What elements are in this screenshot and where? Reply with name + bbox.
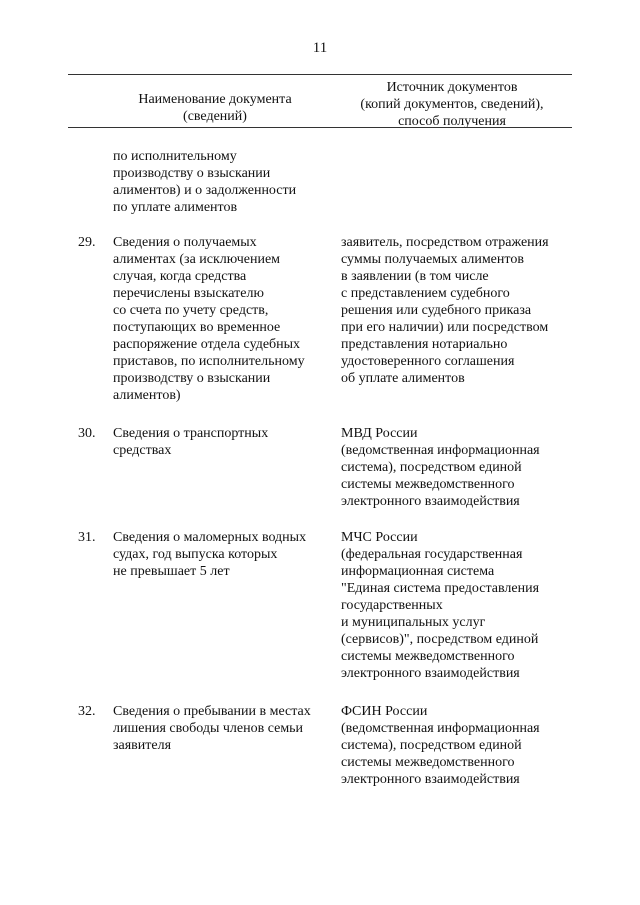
row-document-name: Сведения о транспортных средствах [113, 426, 269, 458]
row-document-name: Сведения о получаемых алиментах (за исключением случая, когда средства перечислены взыскателю со счета по учету средств, поступающих во временное распоряжение отдела судебных приставов, по исполнительному производству о взыскании алиментов) [113, 235, 305, 403]
row-number: 32. [78, 704, 96, 719]
table-header-bottom-rule [68, 127, 572, 128]
row-number: 29. [78, 235, 96, 250]
row-document-name: Сведения о маломерных водных судах, год выпуска которых не превышает 5 лет [113, 530, 307, 579]
table-header-top-rule [68, 74, 572, 75]
row-number: 31. [78, 530, 96, 545]
row-number: 30. [78, 426, 96, 441]
row-document-source: МЧС России (федеральная государственная информационная система "Единая система предоставления государственных и муниципальных услуг (сервисов)", посредством единой системы межведомственного электронного взаимодействия [341, 530, 540, 681]
row-document-source: заявитель, посредством отражения суммы получаемых алиментов в заявлении (в том числе с представлением судебного решения или судебного приказа при его наличии) или посредством представления нотариально удостоверенного соглашения об уплате алиментов [341, 235, 549, 386]
continuation-name-cell: по исполнительному производству о взыскании алиментов) и о задолженности по уплате алиментов [113, 149, 297, 215]
column-header-document-source: Источник документов (копий документов, сведений), способ получения [360, 80, 544, 129]
page-number: 11 [312, 40, 328, 56]
column-header-document-name: Наименование документа (сведений) [138, 92, 292, 124]
row-document-source: ФСИН России (ведомственная информационная система), посредством единой системы межведомственного электронного взаимодействия [341, 704, 540, 787]
row-document-source: МВД России (ведомственная информационная система), посредством единой системы межведомственного электронного взаимодействия [341, 426, 540, 509]
row-document-name: Сведения о пребывании в местах лишения свободы членов семьи заявителя [113, 704, 311, 753]
